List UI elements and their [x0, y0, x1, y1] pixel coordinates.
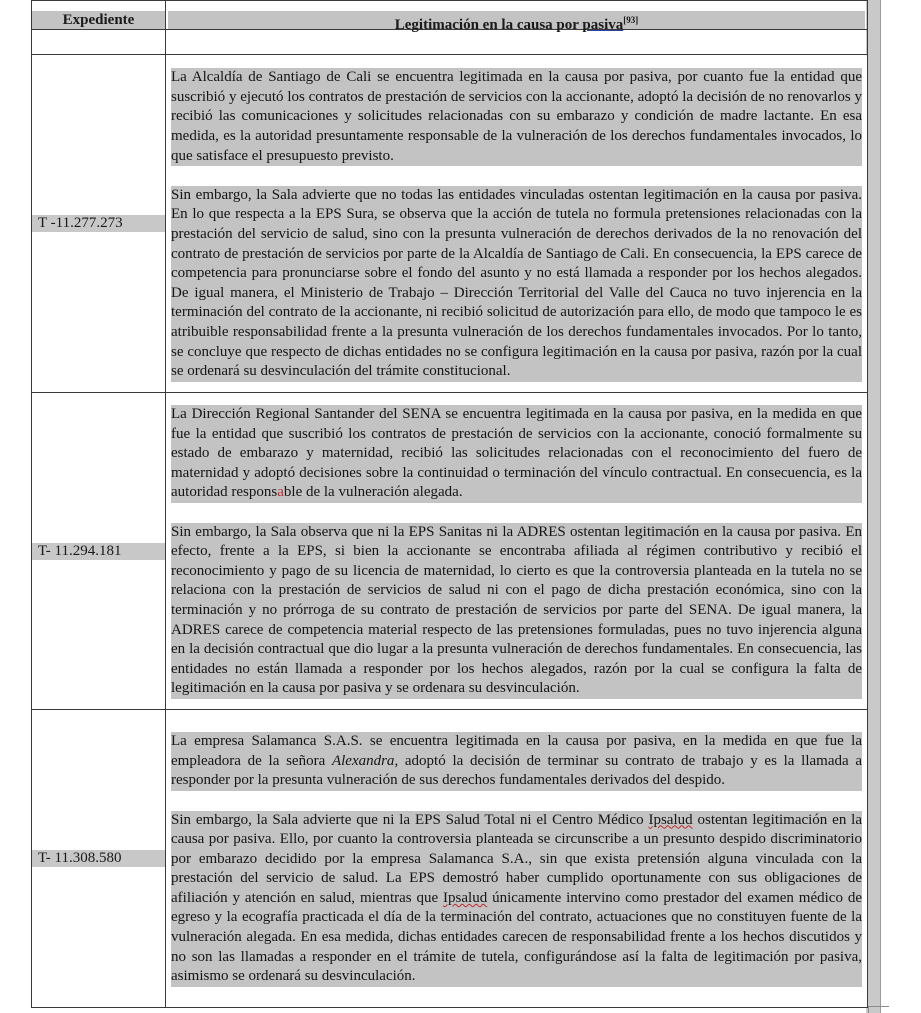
- expediente-cell: [32, 55, 166, 393]
- table-row: [32, 55, 868, 393]
- paragraph-1: [171, 732, 862, 791]
- paragraph-1-text-a: La empresa Salamanca S.A.S. se encuentra legitimada en la causa por pasiva, en la medida en que fue la empleadora de la señora: [171, 733, 862, 769]
- paragraph-2: Sin embargo, la Sala advierte que no todas las entidades vinculadas ostentan legitimación en la causa por pasiva. En lo que respecta a la EPS Sura, se observa que la acción de tutela no formula pretensiones relacionadas con la prestación del servicio de salud, sino con la presunta vulneración de derechos derivados de la no renovación del contrato de prestación de servicios por parte de la Alcaldía de Santiago de Cali. En consecuencia, la EPS carece de competencia para pronunciarse sobre el fondo del asunto y no está llamada a responder por los hechos alegados. De igual manera, el Ministerio de Trabajo – Dirección Territorial del Valle del Cauca no tuvo injerencia en la terminación del contrato de la accionante, ni recibió solicitud de autorización para ello, de modo que tampoco le es atribuible responsabilidad frente a la presunta vulneración de los derechos fundamentales invocados. Por lo tanto, se concluye que respecto de dichas entidades no se configura legitimación en la causa por pasiva, razón por la cual se ordenará su desvinculación del trámite constitucional.: [171, 186, 862, 382]
- header-expediente: Expediente: [32, 11, 165, 29]
- paragraph-1: [171, 405, 862, 503]
- table-header-row: [32, 1, 868, 30]
- spacer-row: [32, 30, 868, 55]
- paragraph-1-text-b: ble de la vulneración alegada.: [283, 484, 463, 501]
- header-expediente-cell: [32, 1, 166, 30]
- header-legitimacion-text: Legitimación en la causa por: [394, 16, 579, 33]
- header-legitimacion: [168, 11, 865, 33]
- legitimacion-cell: [166, 393, 868, 710]
- paragraph-2-text-b: ostentan legitimación en la causa por pasiva. Ello, por cuanto la controversia planteada se circunscribe a un presunto despido discriminatorio por embarazo decidido por la empresa Salamanca S.A., sin que exista pretensión alguna vinculada con la prestación del servicio de salud. La EPS demostró haber cumplido oportunamente con sus obligaciones de afiliación y atención en salud, mientras que: [171, 811, 863, 906]
- expediente-number: T- 11.294.181: [32, 543, 165, 560]
- spellcheck-word[interactable]: Ipsalud: [443, 889, 488, 906]
- legitimacion-cell: [166, 55, 868, 393]
- legitimacion-table: [31, 0, 868, 1008]
- expediente-number: T -11.277.273: [32, 215, 165, 232]
- paragraph-1-text-a: La Dirección Regional Santander del SENA se encuentra legitimada en la causa por pasiva, en la medida en que fue la entidad que suscribió los contratos de prestación de servicios con la accionante, conoció formalmente su estado de embarazo y maternidad, recibió las solicitudes relacionadas con el reconocimiento del fuero de maternidad y adoptó decisiones sobre la continuidad o terminación del vínculo contractual. En consecuencia, es la autoridad respons: [171, 406, 862, 501]
- paragraph-2: [171, 811, 862, 987]
- header-legitimacion-cell: [166, 1, 868, 33]
- paragraph-2-text-a: Sin embargo, la Sala advierte que ni la EPS Salud Total ni el Centro Médico: [171, 811, 649, 828]
- expediente-cell: [32, 393, 166, 710]
- page-gutter: [866, 0, 880, 1013]
- expediente-number: T- 11.308.580: [32, 850, 165, 867]
- paragraph-1-text-b: , adoptó la decisión de terminar su contrato de trabajo y es la llamada a responder por la presunta vulneración de sus derechos fundamentales derivados del despido.: [171, 752, 863, 789]
- person-name: Alexandra: [331, 752, 395, 769]
- legitimacion-cell: [166, 710, 868, 1008]
- paragraph-1: La Alcaldía de Santiago de Cali se encuentra legitimada en la causa por pasiva, por cuanto fue la entidad que suscribió y ejecutó los contratos de prestación de servicios con la accionante, adoptó la decisión de no renovarlos y recibió las comunicaciones y solicitudes relacionadas con su embarazo y condición de madre lactante. En esa medida, es la autoridad presuntamente responsable de la vulneración de los derechos fundamentales invocados, lo que satisface el presupuesto previsto.: [171, 68, 862, 166]
- footnote-93-link[interactable]: [93]: [623, 14, 639, 25]
- spacer-cell-1: [32, 30, 166, 55]
- page-edge: [880, 0, 881, 1013]
- header-pasiva-link[interactable]: pasiva: [582, 16, 624, 33]
- text-cursor-marker: a: [277, 484, 284, 501]
- paragraph-2: Sin embargo, la Sala observa que ni la EPS Sanitas ni la ADRES ostentan legitimación en la causa por pasiva. En efecto, frente a la EPS, si bien la accionante se encontraba afiliada al régimen contributivo y recibió el reconocimiento y pago de su licencia de maternidad, lo cierto es que la controversia planteada en la tutela no se relaciona con la prestación de servicios de salud ni con el pago de dicha prestación económica, sino con la terminación y no prórroga de su contrato de prestación de servicios por parte del SENA. De igual manera, la ADRES carece de competencia material respecto de las pretensiones formuladas, pues no tuvo injerencia alguna en la decisión contractual que dio lugar a la presunta vulneración de derechos fundamentales. En consecuencia, las entidades no están llamada a responder por los hechos alegados, razón por la cual se configura la falta de legitimación en la causa por pasiva y se ordenara su desvinculación.: [171, 523, 862, 699]
- table-row: [32, 710, 868, 1008]
- page-corner-mark: [868, 1006, 889, 1013]
- spacer-cell-2: [166, 30, 868, 55]
- table-row: [32, 393, 868, 710]
- paragraph-2-text-c: únicamente intervino como prestador del examen médico de egreso y la ecografía practicada el día de la terminación del contrato, actuaciones que no constituyen fuente de la vulneración alegada. En esa medida, dichas entidades carecen de responsabilidad frente a los hechos discutidos y no son las llamadas a responder en el trámite de tutela, configurándose así la falta de legitimación por pasiva, asimismo se ordenará su desvinculación.: [171, 889, 862, 985]
- spellcheck-word[interactable]: Ipsalud: [648, 811, 693, 828]
- expediente-cell: [32, 710, 166, 1008]
